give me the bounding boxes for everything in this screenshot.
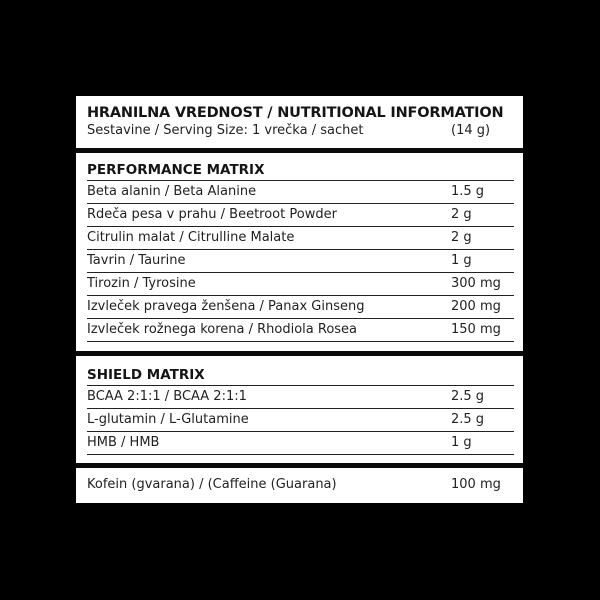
performance-matrix-section (87, 153, 514, 342)
ingredient-amount: 300 mg (451, 276, 501, 291)
ingredient-name: L-glutamin / L-Glutamine (87, 412, 249, 427)
ingredient-name: Izvleček rožnega korena / Rhodiola Rosea (87, 322, 358, 337)
serving-size-value: (14 g) (451, 123, 491, 138)
table-row (87, 227, 514, 250)
table-row (87, 386, 514, 409)
ingredient-name: HMB / HMB (87, 435, 160, 450)
table-row (87, 296, 514, 319)
ingredient-name: Kofein (gvarana) / (Caffeine (Guarana) (87, 477, 337, 492)
section-heading: SHIELD MATRIX (87, 358, 514, 386)
ingredient-amount: 1 g (451, 435, 472, 450)
panel-title: HRANILNA VREDNOST / NUTRITIONAL INFORMATION (87, 105, 504, 121)
table-row (87, 409, 514, 432)
section-divider (76, 351, 523, 356)
caffeine-row (87, 474, 514, 498)
ingredient-name: Citrulin malat / Citrulline Malate (87, 230, 295, 245)
table-row (87, 432, 514, 455)
ingredient-amount: 1 g (451, 253, 472, 268)
table-row (87, 204, 514, 227)
nutrition-panel (76, 96, 523, 503)
ingredient-amount: 100 mg (451, 477, 501, 492)
section-divider (76, 463, 523, 468)
ingredient-name: Izvleček pravega ženšena / Panax Ginseng (87, 299, 365, 314)
ingredient-name: Beta alanin / Beta Alanine (87, 184, 257, 199)
table-row (87, 319, 514, 342)
ingredient-amount: 2 g (451, 207, 472, 222)
ingredient-name: BCAA 2:1:1 / BCAA 2:1:1 (87, 389, 247, 404)
serving-size-label: Sestavine / Serving Size: 1 vrečka / sachet (87, 123, 364, 138)
ingredient-amount: 2.5 g (451, 389, 485, 404)
ingredient-amount: 2 g (451, 230, 472, 245)
ingredient-amount: 200 mg (451, 299, 501, 314)
ingredient-name: Rdeča pesa v prahu / Beetroot Powder (87, 207, 337, 222)
section-heading: PERFORMANCE MATRIX (87, 153, 514, 181)
ingredient-name: Tavrin / Taurine (87, 253, 186, 268)
shield-matrix-section (87, 358, 514, 455)
table-row (87, 273, 514, 296)
ingredient-name: Tirozin / Tyrosine (87, 276, 196, 291)
table-row (87, 250, 514, 273)
ingredient-amount: 2.5 g (451, 412, 485, 427)
table-row (87, 181, 514, 204)
ingredient-amount: 1.5 g (451, 184, 485, 199)
ingredient-amount: 150 mg (451, 322, 501, 337)
